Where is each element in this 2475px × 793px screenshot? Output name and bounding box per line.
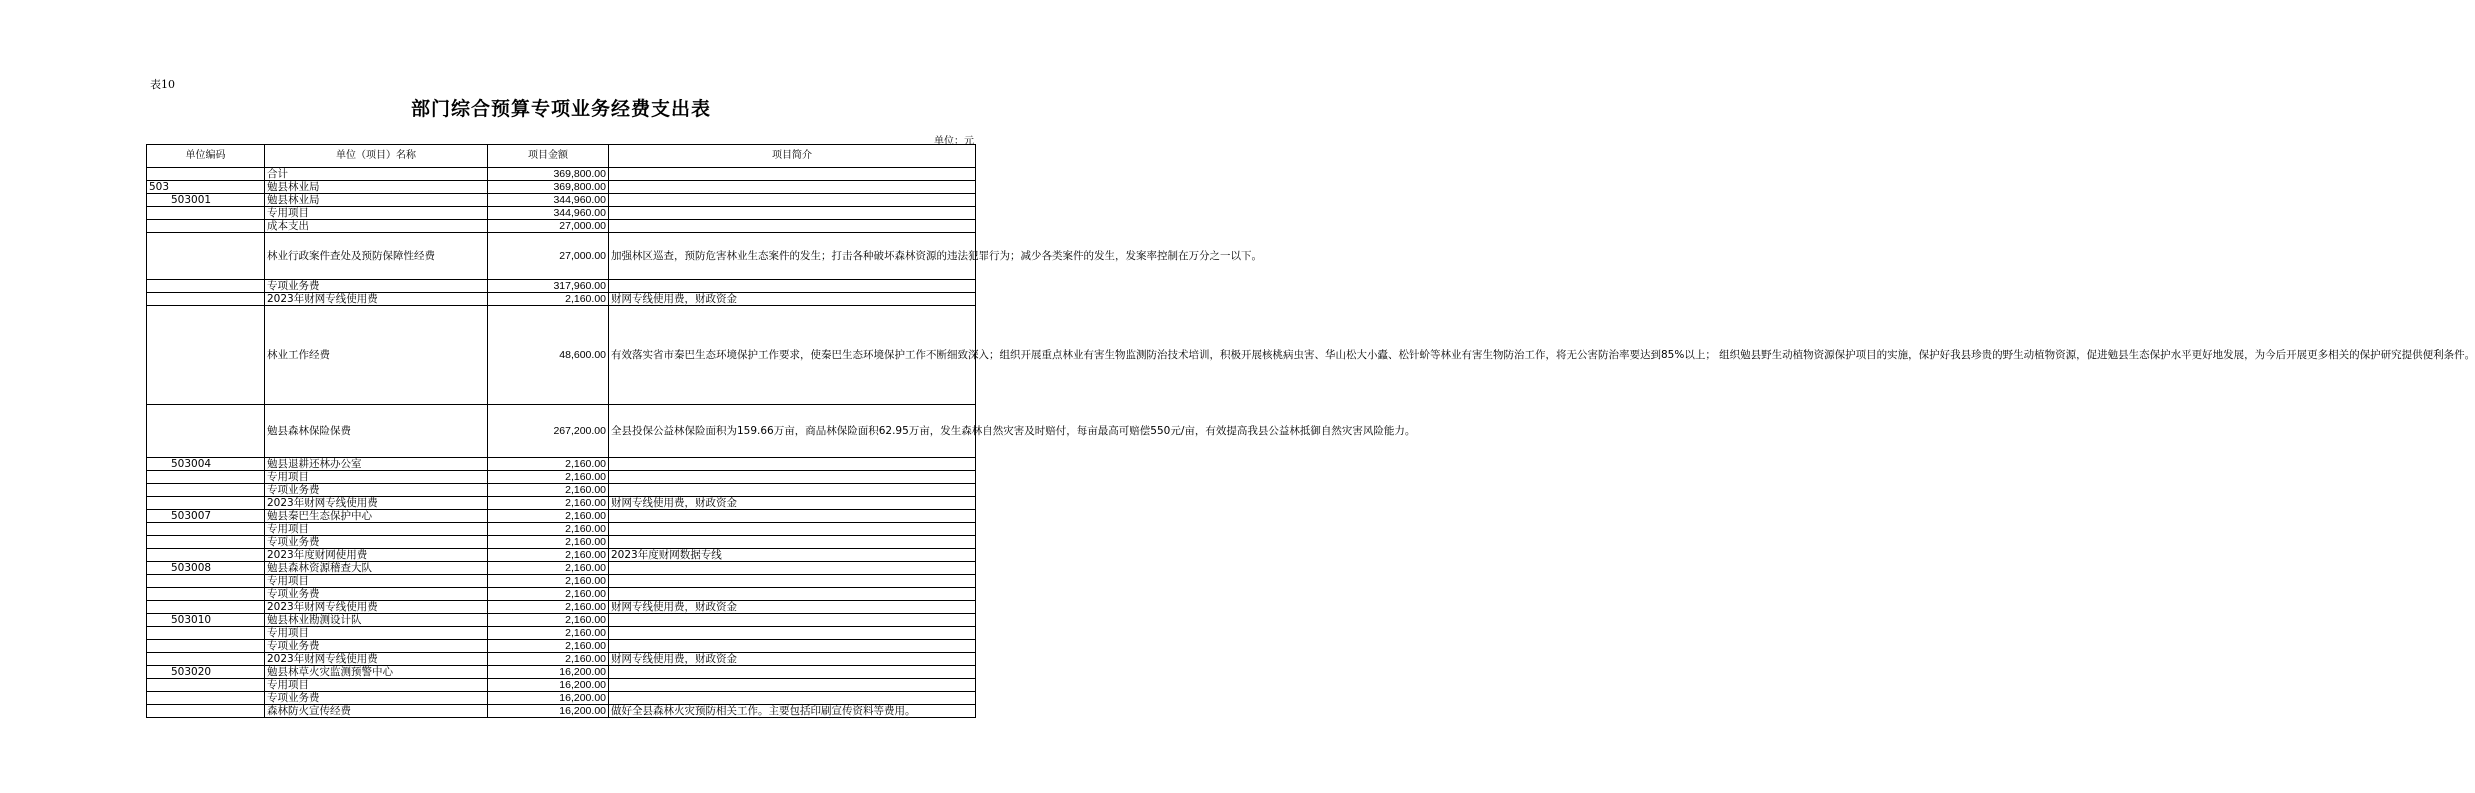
amount-cell: 2,160.00 <box>488 458 609 471</box>
amount-cell: 2,160.00 <box>488 653 609 666</box>
header-unit-name: 单位（项目）名称 <box>265 145 488 168</box>
table-row <box>147 471 976 484</box>
item-name-cell: 合计 <box>265 168 488 181</box>
table-row <box>147 181 976 194</box>
amount-cell: 2,160.00 <box>488 510 609 523</box>
description-cell <box>609 458 976 471</box>
table-row <box>147 280 976 293</box>
unit-code-cell <box>147 293 265 306</box>
amount-cell: 2,160.00 <box>488 484 609 497</box>
unit-code-cell: 503 <box>147 181 265 194</box>
amount-cell: 2,160.00 <box>488 497 609 510</box>
item-name-cell: 专用项目 <box>265 575 488 588</box>
unit-code-cell <box>147 588 265 601</box>
table-row <box>147 306 976 405</box>
item-name-cell: 勉县林业局 <box>265 181 488 194</box>
amount-cell: 2,160.00 <box>488 562 609 575</box>
table-row <box>147 497 976 510</box>
table-row <box>147 293 976 306</box>
amount-cell: 16,200.00 <box>488 705 609 718</box>
amount-cell: 317,960.00 <box>488 280 609 293</box>
unit-code-cell <box>147 640 265 653</box>
description-cell: 财网专线使用费，财政资金 <box>609 497 976 510</box>
table-row <box>147 627 976 640</box>
item-name-cell: 勉县林业勘测设计队 <box>265 614 488 627</box>
amount-cell: 2,160.00 <box>488 588 609 601</box>
description-cell <box>609 666 976 679</box>
unit-code-cell <box>147 523 265 536</box>
amount-cell: 2,160.00 <box>488 293 609 306</box>
amount-cell: 369,800.00 <box>488 168 609 181</box>
table-row <box>147 405 976 458</box>
unit-code-cell <box>147 679 265 692</box>
amount-cell: 27,000.00 <box>488 220 609 233</box>
item-name-cell: 林业工作经费 <box>265 306 488 405</box>
table-row <box>147 653 976 666</box>
table-row <box>147 666 976 679</box>
table-header-row <box>147 145 976 168</box>
amount-cell: 48,600.00 <box>488 306 609 405</box>
table-row <box>147 233 976 280</box>
item-name-cell: 2023年财网专线使用费 <box>265 653 488 666</box>
unit-code-cell <box>147 233 265 280</box>
table-row <box>147 614 976 627</box>
amount-cell: 369,800.00 <box>488 181 609 194</box>
description-cell <box>609 614 976 627</box>
table-row <box>147 679 976 692</box>
unit-code-cell <box>147 549 265 562</box>
item-name-cell: 专用项目 <box>265 207 488 220</box>
table-row <box>147 601 976 614</box>
description-cell: 财网专线使用费，财政资金 <box>609 601 976 614</box>
unit-code-cell <box>147 627 265 640</box>
item-name-cell: 勉县秦巴生态保护中心 <box>265 510 488 523</box>
page-title: 部门综合预算专项业务经费支出表 <box>410 98 711 120</box>
amount-cell: 344,960.00 <box>488 207 609 220</box>
header-unit-code: 单位编码 <box>147 145 265 168</box>
item-name-cell: 林业行政案件查处及预防保障性经费 <box>265 233 488 280</box>
item-name-cell: 专用项目 <box>265 523 488 536</box>
amount-cell: 16,200.00 <box>488 692 609 705</box>
description-cell <box>609 523 976 536</box>
amount-cell: 2,160.00 <box>488 601 609 614</box>
amount-cell: 2,160.00 <box>488 549 609 562</box>
description-cell <box>609 484 976 497</box>
description-cell: 2023年度财网数据专线 <box>609 549 976 562</box>
unit-code-cell <box>147 497 265 510</box>
item-name-cell: 专项业务费 <box>265 280 488 293</box>
amount-cell: 16,200.00 <box>488 666 609 679</box>
table-row <box>147 692 976 705</box>
amount-cell: 2,160.00 <box>488 471 609 484</box>
unit-code-cell: 503020 <box>147 666 265 679</box>
item-name-cell: 勉县退耕还林办公室 <box>265 458 488 471</box>
item-name-cell: 成本支出 <box>265 220 488 233</box>
amount-cell: 2,160.00 <box>488 640 609 653</box>
unit-code-cell: 503010 <box>147 614 265 627</box>
amount-cell: 2,160.00 <box>488 614 609 627</box>
table-row <box>147 575 976 588</box>
unit-code-cell <box>147 653 265 666</box>
item-name-cell: 森林防火宣传经费 <box>265 705 488 718</box>
description-cell <box>609 168 976 181</box>
table-row <box>147 562 976 575</box>
amount-cell: 2,160.00 <box>488 536 609 549</box>
description-cell: 全县投保公益林保险面积为159.66万亩，商品林保险面积62.95万亩，发生森林自然灾害及时赔付，每亩最高可赔偿550元/亩，有效提高我县公益林抵御自然灾害风险能力。 <box>609 405 976 458</box>
item-name-cell: 专用项目 <box>265 627 488 640</box>
unit-code-cell <box>147 705 265 718</box>
table-number: 表10 <box>150 78 175 91</box>
amount-cell: 27,000.00 <box>488 233 609 280</box>
table-row <box>147 549 976 562</box>
amount-cell: 2,160.00 <box>488 627 609 640</box>
header-description: 项目简介 <box>609 145 976 168</box>
description-cell <box>609 588 976 601</box>
unit-label: 单位：元 <box>934 136 974 147</box>
unit-code-cell: 503007 <box>147 510 265 523</box>
unit-code-cell <box>147 536 265 549</box>
description-cell <box>609 280 976 293</box>
description-cell <box>609 194 976 207</box>
description-cell <box>609 220 976 233</box>
description-cell: 财网专线使用费，财政资金 <box>609 293 976 306</box>
table-row <box>147 168 976 181</box>
table-row <box>147 705 976 718</box>
unit-code-cell <box>147 207 265 220</box>
item-name-cell: 专用项目 <box>265 679 488 692</box>
table-row <box>147 220 976 233</box>
unit-code-cell <box>147 484 265 497</box>
item-name-cell: 2023年财网专线使用费 <box>265 601 488 614</box>
amount-cell: 267,200.00 <box>488 405 609 458</box>
description-cell <box>609 207 976 220</box>
budget-table <box>146 144 2475 718</box>
description-cell <box>609 562 976 575</box>
description-cell <box>609 679 976 692</box>
unit-code-cell <box>147 306 265 405</box>
table-row <box>147 536 976 549</box>
unit-code-cell <box>147 692 265 705</box>
header-amount: 项目金额 <box>488 145 609 168</box>
item-name-cell: 专项业务费 <box>265 484 488 497</box>
unit-code-cell <box>147 575 265 588</box>
unit-code-cell <box>147 220 265 233</box>
unit-code-cell: 503001 <box>147 194 265 207</box>
item-name-cell: 专用项目 <box>265 471 488 484</box>
amount-cell: 344,960.00 <box>488 194 609 207</box>
amount-cell: 2,160.00 <box>488 523 609 536</box>
description-cell <box>609 692 976 705</box>
table-row <box>147 207 976 220</box>
unit-code-cell: 503004 <box>147 458 265 471</box>
description-cell <box>609 181 976 194</box>
unit-code-cell <box>147 601 265 614</box>
table-row <box>147 484 976 497</box>
description-cell <box>609 627 976 640</box>
table-row <box>147 194 976 207</box>
item-name-cell: 2023年度财网使用费 <box>265 549 488 562</box>
description-cell <box>609 575 976 588</box>
item-name-cell: 勉县森林资源稽查大队 <box>265 562 488 575</box>
table-row <box>147 523 976 536</box>
unit-code-cell <box>147 471 265 484</box>
item-name-cell: 2023年财网专线使用费 <box>265 497 488 510</box>
description-cell: 财网专线使用费，财政资金 <box>609 653 976 666</box>
table-row <box>147 640 976 653</box>
unit-code-cell <box>147 168 265 181</box>
item-name-cell: 专项业务费 <box>265 588 488 601</box>
item-name-cell: 勉县林业局 <box>265 194 488 207</box>
description-cell <box>609 471 976 484</box>
table-row <box>147 510 976 523</box>
item-name-cell: 勉县林草火灾监测预警中心 <box>265 666 488 679</box>
amount-cell: 2,160.00 <box>488 575 609 588</box>
unit-code-cell <box>147 280 265 293</box>
item-name-cell: 专项业务费 <box>265 640 488 653</box>
unit-code-cell <box>147 405 265 458</box>
description-cell: 有效落实省市秦巴生态环境保护工作要求，使秦巴生态环境保护工作不断细致深入；组织开展重点林业有害生物监测防治技术培训，积极开展核桃病虫害、华山松大小蠹、松针蚧等林业有害生物防治工作，将无公害防治率要达到85%以上； 组织勉县野生动植物资源保护项目的实施，保护好我县珍贵的野生动植物资源，促进勉县生态保护水平更好地发展，为今后开展更多相关的保护研究提供便利条件。 <box>609 306 976 405</box>
description-cell <box>609 536 976 549</box>
item-name-cell: 勉县森林保险保费 <box>265 405 488 458</box>
description-cell <box>609 510 976 523</box>
item-name-cell: 专项业务费 <box>265 536 488 549</box>
table-row <box>147 458 976 471</box>
description-cell: 做好全县森林火灾预防相关工作。主要包括印刷宣传资料等费用。 <box>609 705 976 718</box>
amount-cell: 16,200.00 <box>488 679 609 692</box>
description-cell <box>609 640 976 653</box>
unit-code-cell: 503008 <box>147 562 265 575</box>
item-name-cell: 2023年财网专线使用费 <box>265 293 488 306</box>
item-name-cell: 专项业务费 <box>265 692 488 705</box>
table-row <box>147 588 976 601</box>
description-cell: 加强林区巡查，预防危害林业生态案件的发生；打击各种破坏森林资源的违法犯罪行为；减少各类案件的发生，发案率控制在万分之一以下。 <box>609 233 976 280</box>
